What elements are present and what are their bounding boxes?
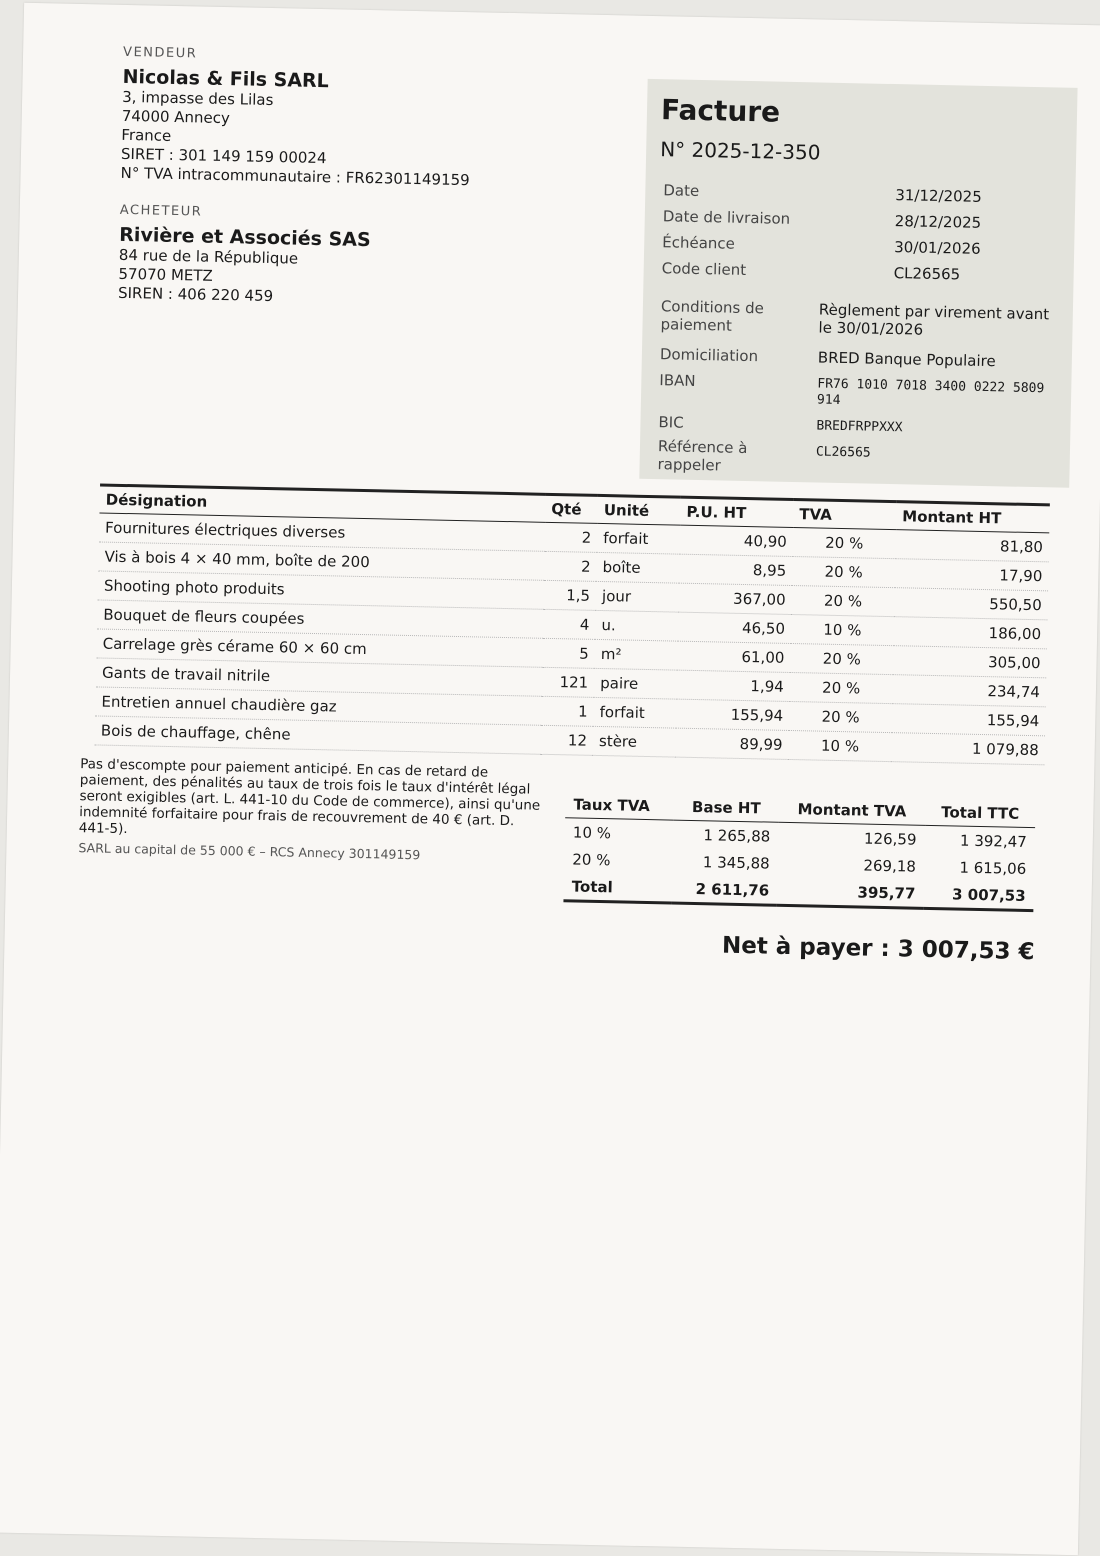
item-unit-price: 155,94	[676, 699, 790, 730]
invoice-sheet	[0, 3, 1100, 1555]
vat-grand-total: 3 007,53	[923, 880, 1034, 911]
conditions-value: Règlement par virement avant le 30/01/2026	[818, 300, 1050, 339]
item-vat: 20 %	[790, 643, 893, 674]
vat-amount: 269,18	[863, 856, 917, 876]
header-qty: Qté	[545, 494, 598, 523]
item-qty: 121	[541, 667, 594, 697]
item-designation: Fournitures électriques diverses	[99, 513, 545, 551]
item-qty: 2	[544, 551, 597, 581]
iban-value: FR76 1010 7018 3400 0222 5809 914	[816, 376, 1045, 408]
delivery-row	[663, 207, 1063, 233]
item-unit: forfait	[597, 523, 680, 554]
header-vat-amount: Montant TVA	[779, 796, 926, 826]
client-code-value: CL26565	[893, 264, 961, 284]
iban-label: IBAN	[659, 371, 696, 390]
due-label: Échéance	[662, 233, 736, 253]
buyer-label: ACHETEUR	[119, 202, 203, 220]
client-code-row	[662, 259, 1062, 285]
penalties-text: Pas d'escompte pour paiement anticipé. En cas de retard de paiement, des pénalités au taux de trois fois le taux d'intérêt légal seront exigibles (art. L. 441-10 du Code de commerce), ainsi qu'une indemnité forfaitaire pour frais de recouvrement de 40 € (art. D. 441-5).	[78, 756, 541, 838]
item-vat: 20 %	[792, 557, 895, 588]
item-qty: 5	[542, 638, 595, 668]
item-qty: 2	[545, 522, 598, 552]
item-vat: 10 %	[791, 614, 894, 645]
seller-label: VENDEUR	[122, 44, 198, 62]
item-qty: 1,5	[543, 580, 596, 610]
buyer-address-line: 84 rue de la République	[118, 245, 299, 268]
bic-label: BIC	[658, 413, 684, 432]
vat-base: 1 345,88	[702, 852, 770, 873]
header-vat: TVA	[793, 500, 896, 530]
delivery-value: 28/12/2025	[894, 212, 982, 232]
domiciliation-label: Domiciliation	[659, 345, 759, 366]
item-amount: 186,00	[894, 617, 1048, 649]
client-code-label: Code client	[661, 259, 747, 279]
item-unit-price: 8,95	[679, 554, 793, 585]
item-qty: 4	[543, 609, 596, 639]
item-amount: 1 079,88	[891, 733, 1045, 765]
header-amount: Montant HT	[896, 502, 1050, 533]
vat-summary-table	[563, 791, 1035, 912]
reference-value: CL26565	[815, 444, 871, 461]
bic-value: BREDFRPPXXX	[816, 418, 903, 436]
domiciliation-row	[660, 345, 1060, 371]
domiciliation-value: BRED Banque Populaire	[817, 348, 996, 371]
header-total-ttc: Total TTC	[925, 799, 1036, 828]
item-unit: m²	[595, 639, 678, 670]
seller-name: Nicolas & Fils SARL	[122, 65, 330, 93]
seller-address-line: 3, impasse des Lilas	[122, 87, 274, 110]
item-unit-price: 89,99	[675, 728, 789, 759]
iban-row	[659, 371, 1059, 408]
item-unit: paire	[594, 668, 677, 699]
vat-total-label: Total	[563, 872, 672, 903]
item-unit: forfait	[593, 697, 676, 728]
seller-block	[120, 45, 472, 190]
item-designation: Bois de chauffage, chêne	[95, 716, 541, 754]
item-unit-price: 367,00	[678, 583, 792, 614]
buyer-name: Rivière et Associés SAS	[119, 223, 371, 252]
buyer-siren: SIREN : 406 220 459	[117, 283, 274, 306]
item-designation: Carrelage grès cérame 60 × 60 cm	[96, 629, 542, 667]
conditions-row	[660, 297, 1061, 341]
buyer-block	[118, 203, 371, 308]
payment-terms	[78, 756, 550, 866]
header-unit: Unité	[598, 495, 681, 525]
item-designation: Entretien annuel chaudière gaz	[95, 687, 541, 725]
item-designation: Bouquet de fleurs coupées	[97, 600, 543, 638]
header-vat-rate: Taux TVA	[565, 791, 674, 820]
item-vat: 20 %	[793, 528, 896, 559]
item-unit-price: 61,00	[677, 641, 791, 672]
item-designation: Vis à bois 4 × 40 mm, boîte de 200	[98, 542, 544, 580]
vat-amount: 126,59	[863, 829, 917, 849]
item-amount: 234,74	[892, 675, 1046, 707]
item-vat: 10 %	[788, 730, 891, 761]
item-amount: 305,00	[893, 646, 1047, 678]
item-qty: 12	[540, 725, 593, 755]
seller-country-line: France	[121, 125, 172, 145]
item-unit: boîte	[596, 552, 679, 583]
date-value: 31/12/2025	[895, 186, 982, 206]
item-unit: jour	[596, 581, 679, 612]
invoice-info-box	[639, 79, 1077, 488]
header-designation: Désignation	[99, 485, 545, 522]
bic-row	[658, 413, 1058, 439]
items-table	[95, 483, 1050, 765]
header-unit-price: P.U. HT	[680, 497, 793, 527]
vat-rate: 20 %	[572, 849, 611, 869]
item-qty: 1	[541, 696, 594, 726]
due-row	[662, 233, 1062, 259]
item-unit: u.	[595, 610, 678, 641]
reference-row	[657, 437, 1058, 481]
seller-city-line: 74000 Annecy	[121, 106, 231, 128]
item-unit-price: 46,50	[678, 612, 792, 643]
item-vat: 20 %	[789, 701, 892, 732]
item-designation: Shooting photo produits	[98, 571, 544, 609]
reference-label: Référence à rappeler	[657, 437, 748, 475]
vat-total-ttc: 1 392,47	[959, 831, 1027, 851]
item-vat: 20 %	[791, 586, 894, 617]
item-unit-price: 1,94	[677, 670, 791, 701]
item-vat: 20 %	[789, 672, 892, 703]
item-amount: 550,50	[894, 588, 1048, 620]
vat-total-base: 2 611,76	[672, 875, 778, 906]
item-unit: stère	[593, 726, 676, 757]
due-value: 30/01/2026	[894, 238, 981, 258]
conditions-label: Conditions de paiement	[660, 297, 765, 335]
vat-rate: 10 %	[572, 822, 612, 842]
item-amount: 81,80	[895, 530, 1049, 562]
net-to-pay: Net à payer : 3 007,53 €	[721, 932, 1035, 966]
invoice-title: Facture	[660, 93, 781, 129]
vat-total-ttc: 1 615,06	[959, 858, 1027, 878]
item-designation: Gants de travail nitrile	[96, 658, 542, 696]
buyer-city-line: 57070 METZ	[118, 264, 213, 285]
seller-siret: SIRET : 301 149 159 00024	[120, 144, 327, 168]
invoice-number: N° 2025-12-350	[659, 137, 821, 165]
company-capital: SARL au capital de 55 000 € – RCS Annecy 301149159	[78, 840, 421, 863]
delivery-label: Date de livraison	[662, 207, 791, 228]
header-base: Base HT	[674, 794, 780, 823]
vat-base: 1 265,88	[703, 825, 771, 846]
item-amount: 17,90	[895, 559, 1049, 591]
item-amount: 155,94	[892, 704, 1046, 736]
date-label: Date	[663, 181, 700, 200]
item-unit-price: 40,90	[680, 525, 794, 556]
date-row	[663, 181, 1063, 207]
vat-total-amount: 395,77	[777, 877, 924, 909]
seller-vat-number: N° TVA intracommunautaire : FR62301149159	[120, 163, 470, 190]
